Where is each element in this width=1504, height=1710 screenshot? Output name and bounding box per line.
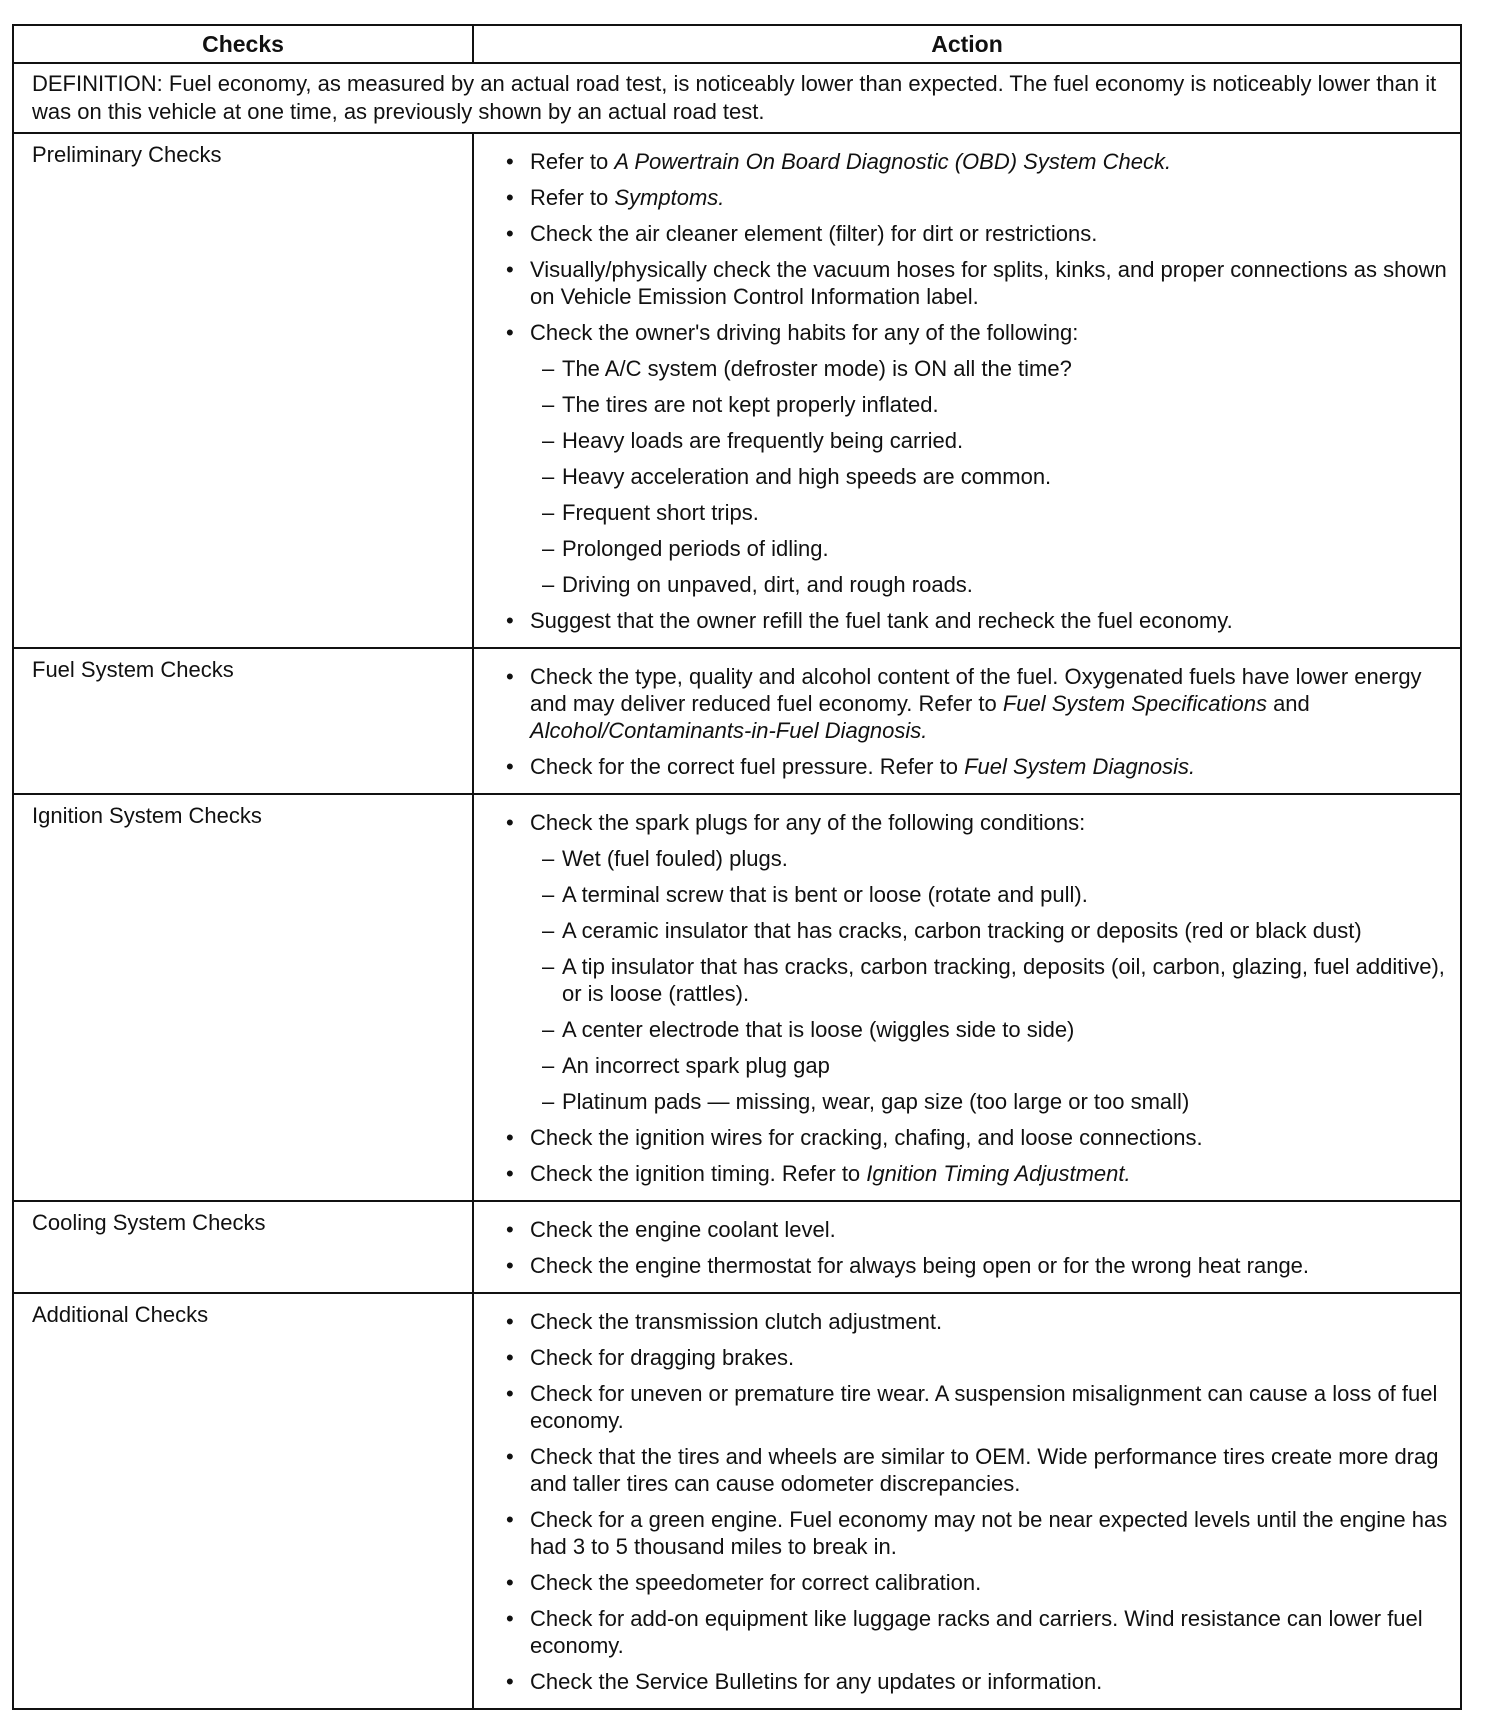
action-cell <box>473 133 1461 648</box>
action-item <box>504 607 1450 634</box>
check-category: Preliminary Checks <box>13 133 473 648</box>
reference-text: Ignition Timing Adjustment. <box>866 1161 1131 1186</box>
diagnostic-document <box>12 24 1460 1710</box>
action-item <box>504 663 1450 744</box>
action-text: Check the owner's driving habits for any of the following: <box>530 320 1079 345</box>
check-category: Ignition System Checks <box>13 794 473 1201</box>
definition-text: DEFINITION: Fuel economy, as measured by an actual road test, is noticeably lower than expected. The fuel economy is noticeably lower than it was on this vehicle at one time, as previously shown by an actual road test. <box>13 63 1461 133</box>
action-cell <box>473 794 1461 1201</box>
action-item <box>504 1380 1450 1434</box>
action-text: Check for add-on equipment like luggage racks and carriers. Wind resistance can lower fuel economy. <box>530 1606 1423 1658</box>
sub-item: – Frequent short trips. <box>542 499 1450 526</box>
reference-text: Alcohol/Contaminants-in-Fuel Diagnosis. <box>530 718 928 743</box>
sub-list <box>530 845 1450 1115</box>
action-item <box>504 1506 1450 1560</box>
sub-item: – The tires are not kept properly inflated. <box>542 391 1450 418</box>
action-list <box>504 663 1450 780</box>
definition-row <box>13 63 1461 133</box>
checks-column-header: Checks <box>13 25 473 63</box>
action-text: Check the air cleaner element (filter) for dirt or restrictions. <box>530 221 1098 246</box>
action-item <box>504 256 1450 310</box>
action-text: Check that the tires and wheels are similar to OEM. Wide performance tires create more drag and taller tires can cause odometer discrepancies. <box>530 1444 1439 1496</box>
action-cell <box>473 648 1461 794</box>
diagnostic-table <box>12 24 1462 1710</box>
reference-text: Fuel System Diagnosis. <box>964 754 1196 779</box>
action-text: Check the transmission clutch adjustment. <box>530 1309 943 1334</box>
action-text: Check the speedometer for correct calibration. <box>530 1570 982 1595</box>
action-item <box>504 1216 1450 1243</box>
action-cell <box>473 1293 1461 1709</box>
sub-item: – Wet (fuel fouled) plugs. <box>542 845 1450 872</box>
header-row <box>13 25 1461 63</box>
action-item <box>504 1668 1450 1695</box>
action-list <box>504 809 1450 1187</box>
reference-text: A Powertrain On Board Diagnostic (OBD) System Check. <box>614 149 1172 174</box>
action-text: Check the ignition timing. Refer to <box>530 1161 867 1186</box>
action-item <box>504 1605 1450 1659</box>
sub-item: – Heavy loads are frequently being carried. <box>542 427 1450 454</box>
action-text: Check for the correct fuel pressure. Refer to <box>530 754 965 779</box>
check-category: Cooling System Checks <box>13 1201 473 1293</box>
action-text: Suggest that the owner refill the fuel tank and recheck the fuel economy. <box>530 608 1233 633</box>
check-category: Fuel System Checks <box>13 648 473 794</box>
action-text: Check for dragging brakes. <box>530 1345 795 1370</box>
action-text: Check the engine thermostat for always being open or for the wrong heat range. <box>530 1253 1310 1278</box>
sub-item: – An incorrect spark plug gap <box>542 1052 1450 1079</box>
action-text: Check for uneven or premature tire wear. A suspension misalignment can cause a loss of fuel economy. <box>530 1381 1438 1433</box>
action-list <box>504 1308 1450 1695</box>
sub-item: – Platinum pads — missing, wear, gap size (too large or too small) <box>542 1088 1450 1115</box>
table-row <box>13 1293 1461 1709</box>
action-item <box>504 1308 1450 1335</box>
action-text: Refer to <box>530 185 615 210</box>
action-item <box>504 148 1450 175</box>
action-text: Refer to <box>530 149 615 174</box>
action-text: Check the engine coolant level. <box>530 1217 836 1242</box>
sub-item: – Heavy acceleration and high speeds are common. <box>542 463 1450 490</box>
action-item <box>504 753 1450 780</box>
action-text: and <box>1266 691 1310 716</box>
action-column-header: Action <box>473 25 1461 63</box>
table-row <box>13 648 1461 794</box>
action-text: Check the ignition wires for cracking, chafing, and loose connections. <box>530 1125 1203 1150</box>
sub-item: – A center electrode that is loose (wiggles side to side) <box>542 1016 1450 1043</box>
action-text: Check for a green engine. Fuel economy may not be near expected levels until the engine has had 3 to 5 thousand miles to break in. <box>530 1507 1448 1559</box>
sub-item: – Driving on unpaved, dirt, and rough roads. <box>542 571 1450 598</box>
action-item <box>504 1443 1450 1497</box>
action-item <box>504 1569 1450 1596</box>
action-item <box>504 220 1450 247</box>
sub-item: – Prolonged periods of idling. <box>542 535 1450 562</box>
sub-item: – A ceramic insulator that has cracks, carbon tracking or deposits (red or black dust) <box>542 917 1450 944</box>
action-item <box>504 184 1450 211</box>
check-category: Additional Checks <box>13 1293 473 1709</box>
sub-item: – A tip insulator that has cracks, carbon tracking, deposits (oil, carbon, glazing, fuel additive), or is loose (rattles). <box>542 953 1450 1007</box>
action-text: Check the Service Bulletins for any updates or information. <box>530 1669 1103 1694</box>
sub-item: – The A/C system (defroster mode) is ON all the time? <box>542 355 1450 382</box>
action-item <box>504 809 1450 1115</box>
action-item <box>504 319 1450 598</box>
reference-text: Fuel System Specifications <box>1002 691 1267 716</box>
action-item <box>504 1252 1450 1279</box>
table-row <box>13 1201 1461 1293</box>
action-text: Check the type, quality and alcohol content of the fuel. Oxygenated fuels have lower energy and may deliver reduced fuel economy. Refer to <box>530 664 1422 716</box>
action-text: Visually/physically check the vacuum hoses for splits, kinks, and proper connections as shown on Vehicle Emission Control Information label. <box>530 257 1447 309</box>
action-list <box>504 1216 1450 1279</box>
action-list <box>504 148 1450 634</box>
action-text: Check the spark plugs for any of the following conditions: <box>530 810 1086 835</box>
table-row <box>13 133 1461 648</box>
table-row <box>13 794 1461 1201</box>
action-cell <box>473 1201 1461 1293</box>
action-item <box>504 1344 1450 1371</box>
action-item <box>504 1124 1450 1151</box>
sub-item: – A terminal screw that is bent or loose (rotate and pull). <box>542 881 1450 908</box>
sub-list <box>530 355 1450 598</box>
action-item <box>504 1160 1450 1187</box>
reference-text: Symptoms. <box>614 185 725 210</box>
